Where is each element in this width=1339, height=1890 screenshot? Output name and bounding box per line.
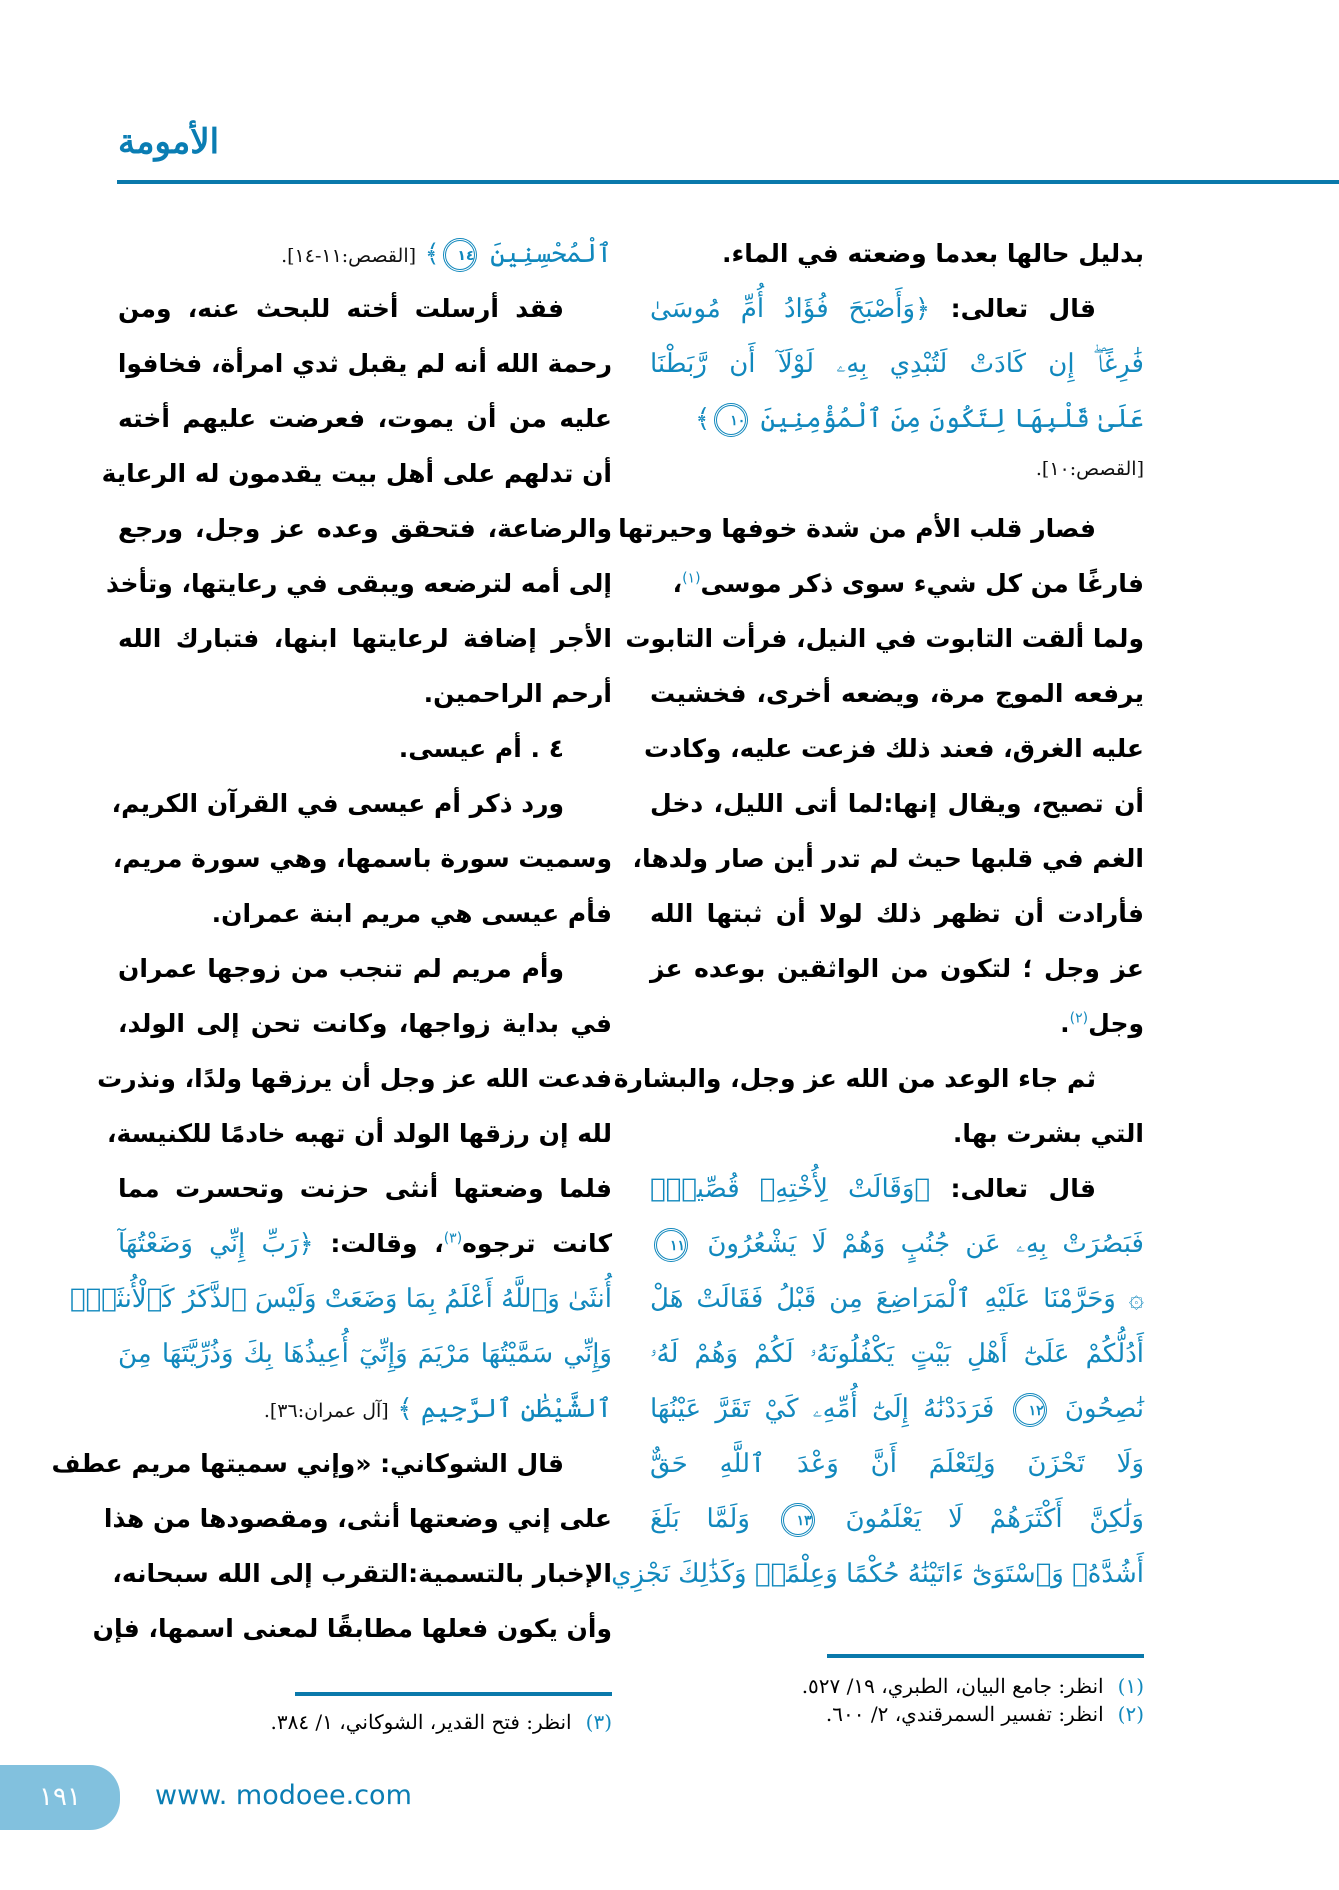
quran-verse-line: وَلَا تَحْزَنَ وَلِتَعْلَمَ أَنَّ وَعْدَ ٱللَّهِ حَقٌّ bbox=[650, 1449, 1144, 1479]
footnote-text: انظر: جامع البيان، الطبري، ١٩/ ٥٢٧. bbox=[801, 1674, 1104, 1698]
verse-reference: [القصص:١١-١٤]. bbox=[281, 245, 417, 267]
ayah-number-icon: ١٢ bbox=[1013, 1393, 1047, 1427]
text-line: فقد أرسلت أخته للبحث عنه، ومن bbox=[118, 294, 564, 323]
quran-verse-text: وَلَٰكِنَّ أَكْثَرَهُمْ لَا يَعْلَمُونَ bbox=[845, 1504, 1144, 1534]
footnote-ref-2[interactable]: (٢) bbox=[1069, 1010, 1089, 1027]
quran-verse-text: ﴿وَقَالَتْ لِأُخْتِهِۦ قُصِّيهِۖ bbox=[650, 1174, 930, 1204]
footnote-ref-3[interactable]: (٣) bbox=[443, 1230, 463, 1247]
footnote-ref-1[interactable]: (١) bbox=[682, 570, 701, 587]
text-segment: فارغًا من كل شيء سوى ذكر موسى bbox=[700, 569, 1144, 598]
text-line: وأم مريم لم تنجب من زوجها عمران bbox=[118, 954, 564, 983]
text-segment: ، bbox=[672, 569, 683, 598]
footnote-divider bbox=[295, 1692, 612, 1696]
quote-intro: قال تعالى: bbox=[950, 294, 1096, 323]
text-line: الأجر إضافة لرعايتها ابنها، فتبارك الله bbox=[118, 624, 612, 653]
footnote-number: (٣) bbox=[585, 1710, 612, 1734]
ayah-number-icon: ١٣ bbox=[781, 1503, 815, 1537]
text-line bbox=[650, 284, 1144, 334]
quran-verse-line: أُنثَىٰ وَٱللَّهُ أَعْلَمُ بِمَا وَضَعَتْ وَلَيْسَ ٱلذَّكَرُ كَٱلْأُنثَىٰۖ bbox=[69, 1284, 612, 1314]
quote-intro: قال تعالى: bbox=[950, 1174, 1096, 1203]
website-link[interactable]: www. modoee.com bbox=[155, 1780, 412, 1811]
ornate-bracket-icon: ﴾ bbox=[695, 404, 711, 434]
text-line: فصار قلب الأم من شدة خوفها وحيرتها bbox=[618, 514, 1096, 543]
quran-verse-text: وَلَمَّا بَلَغَ bbox=[650, 1504, 750, 1534]
page-number: ١٩١ bbox=[39, 1782, 81, 1812]
footnote-1 bbox=[650, 1672, 1144, 1700]
quran-verse-text: ٱلشَّيْطَٰنِ ٱلرَّجِيمِ ﴾ bbox=[397, 1394, 612, 1424]
ayah-number-icon: ١٤ bbox=[443, 238, 477, 272]
text-line: وأن يكون فعلها مطابقًا لمعنى اسمها، فإن bbox=[92, 1614, 612, 1643]
quran-verse-line bbox=[650, 1219, 1144, 1269]
text-line bbox=[650, 1164, 1144, 1214]
text-line: أرحم الراحمين. bbox=[423, 679, 612, 708]
quran-verse-line bbox=[650, 1494, 1144, 1544]
text-line bbox=[118, 1219, 612, 1269]
quran-verse-text: ﴿وَأَصْبَحَ فُؤَادُ أُمِّ مُوسَىٰ bbox=[650, 294, 931, 324]
text-line: فلما وضعتها أنثى حزنت وتحسرت مما bbox=[118, 1174, 612, 1203]
text-line: لله إن رزقها الولد أن تهبه خادمًا للكنيسة، bbox=[107, 1119, 612, 1148]
text-line: ورد ذكر أم عيسى في القرآن الكريم، bbox=[111, 789, 564, 818]
chapter-title: الأمومة bbox=[118, 122, 220, 162]
quran-verse-line bbox=[650, 394, 1144, 444]
text-segment: وجل bbox=[1088, 1009, 1144, 1038]
text-line bbox=[650, 559, 1144, 609]
text-line: فأم عيسى هي مريم ابنة عمران. bbox=[211, 899, 612, 928]
text-line: إلى أمه لترضعه ويبقى في رعايتها، وتأخذ bbox=[106, 569, 612, 598]
footnote-divider bbox=[827, 1654, 1144, 1658]
quran-verse-text: ٱلْمُحْسِنِينَ bbox=[490, 239, 612, 269]
quran-verse-line: أَشُدَّهُۥ وَٱسْتَوَىٰٓ ءَاتَيْنَٰهُ حُكْمًا وَعِلْمًاۚ وَكَذَٰلِكَ نَجْزِي bbox=[611, 1559, 1144, 1589]
text-line bbox=[650, 999, 1144, 1049]
text-line: فدعت الله عز وجل أن يرزقها ولدًا، ونذرت bbox=[97, 1064, 612, 1093]
verse-reference: [القصص:١٠]. bbox=[1035, 458, 1144, 480]
verse-reference: [آل عمران:٣٦]. bbox=[263, 1400, 389, 1422]
text-line: التي بشرت بها. bbox=[952, 1119, 1144, 1148]
text-line: الإخبار بالتسمية:التقرب إلى الله سبحانه، bbox=[112, 1559, 612, 1588]
footnote-number: (٢) bbox=[1117, 1702, 1144, 1726]
text-line: أن تدلهم على أهل بيت يقدمون له الرعاية bbox=[101, 459, 612, 488]
ayah-number-icon: ١١ bbox=[654, 1228, 688, 1262]
ornate-bracket-icon: ﴾ bbox=[424, 239, 440, 268]
text-line: ثم جاء الوعد من الله عز وجل، والبشارة bbox=[613, 1064, 1096, 1093]
footnote-text: انظر: تفسير السمرقندي، ٢/ ٦٠٠. bbox=[825, 1702, 1104, 1726]
text-line: فأرادت أن تظهر ذلك لولا أن ثبتها الله bbox=[650, 899, 1144, 928]
quran-verse-line: ۞ وَحَرَّمْنَا عَلَيْهِ ٱلْمَرَاضِعَ مِن قَبْلُ فَقَالَتْ هَلْ bbox=[650, 1284, 1144, 1314]
text-line: الغم في قلبها حيث لم تدر أين صار ولدها، bbox=[632, 844, 1144, 873]
quran-verse-line: فَٰرِغًاۖ إِن كَادَتْ لَتُبْدِي بِهِۦ لَوْلَآ أَن رَّبَطْنَا bbox=[650, 349, 1144, 379]
quran-verse-text: نَٰصِحُونَ bbox=[1064, 1394, 1145, 1424]
text-line: يرفعه الموج مرة، ويضعه أخرى، فخشيت bbox=[650, 679, 1144, 708]
text-line: عليه الغرق، فعند ذلك فزعت عليه، وكادت bbox=[644, 734, 1144, 763]
text-line: عليه من أن يموت، فعرضت عليهم أخته bbox=[118, 404, 612, 433]
text-line: بدليل حالها بعدما وضعته في الماء. bbox=[722, 239, 1144, 268]
text-line: قال الشوكاني: «وإني سميتها مريم عطف bbox=[51, 1449, 564, 1478]
quran-verse-text: فَرَدَدْنَٰهُ إِلَىٰٓ أُمِّهِۦ كَيْ تَقَرَّ عَيْنُهَا bbox=[650, 1394, 995, 1424]
footnote-2 bbox=[650, 1700, 1144, 1728]
text-line: وسميت سورة باسمها، وهي سورة مريم، bbox=[112, 844, 612, 873]
text-line: على إني وضعتها أنثى، ومقصودها من هذا bbox=[103, 1504, 612, 1533]
text-line: ولما ألقت التابوت في النيل، فرأت التابوت bbox=[625, 624, 1144, 653]
text-line: عز وجل ؛ لتكون من الواثقين بوعده عز bbox=[650, 954, 1144, 983]
quran-verse-line: وَإِنِّي سَمَّيْتُهَا مَرْيَمَ وَإِنِّيٓ أُعِيذُهَا بِكَ وَذُرِّيَّتَهَا مِنَ bbox=[118, 1339, 612, 1369]
header-divider bbox=[117, 180, 1339, 184]
text-segment: كانت ترجوه bbox=[462, 1229, 612, 1258]
quran-verse-text: فَبَصُرَتْ بِهِۦ عَن جُنُبٍ وَهُمْ لَا يَشْعُرُونَ bbox=[707, 1229, 1144, 1259]
quran-verse-line bbox=[650, 1384, 1144, 1434]
page-number-tab bbox=[0, 1765, 120, 1830]
text-line bbox=[118, 1384, 612, 1434]
ayah-number-icon: ١٠ bbox=[714, 403, 748, 437]
section-heading: ٤ . أم عيسى. bbox=[398, 734, 564, 763]
footnote-text: انظر: فتح القدير، الشوكاني، ١/ ٣٨٤. bbox=[270, 1710, 572, 1734]
footnote-3 bbox=[118, 1708, 612, 1736]
quran-verse-text: عَلَىٰ قَلْبِهَا لِتَكُونَ مِنَ ٱلْمُؤْمِنِينَ bbox=[760, 404, 1144, 434]
text-line bbox=[118, 229, 612, 279]
quran-verse-line: أَدُلُّكُمْ عَلَىٰٓ أَهْلِ بَيْتٍ يَكْفُلُونَهُۥ لَكُمْ وَهُمْ لَهُۥ bbox=[650, 1339, 1144, 1369]
text-segment: ، وقالت: bbox=[330, 1229, 444, 1258]
text-line: في بداية زواجها، وكانت تحن إلى الولد، bbox=[118, 1009, 612, 1038]
quran-verse-text: ﴿رَبِّ إِنِّي وَضَعْتُهَآ bbox=[118, 1229, 314, 1259]
text-line: رحمة الله أنه لم يقبل ثدي امرأة، فخافوا bbox=[117, 349, 612, 378]
text-line: أن تصيح، ويقال إنها:لما أتى الليل، دخل bbox=[650, 789, 1144, 818]
text-segment: . bbox=[1060, 1009, 1070, 1038]
footnote-number: (١) bbox=[1117, 1674, 1144, 1698]
text-line: والرضاعة، فتحقق وعده عز وجل، ورجع bbox=[118, 514, 612, 543]
